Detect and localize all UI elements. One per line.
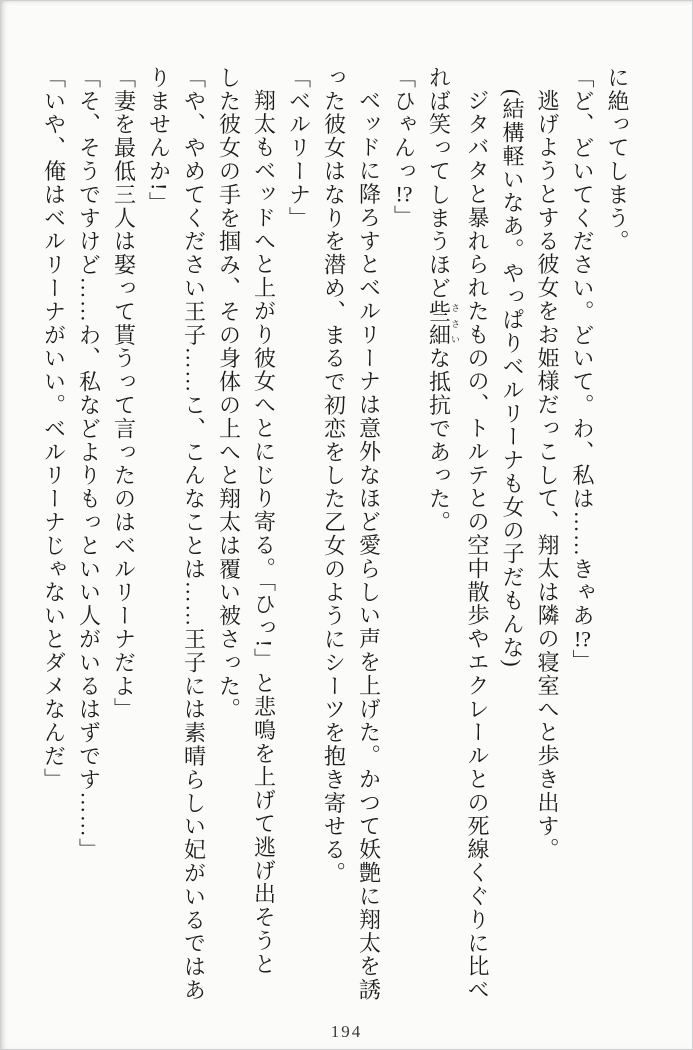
text-line: ジタバタと暴れられたものの、トルテとの空中散歩やエクレールとの死線くぐりに比べ — [465, 89, 490, 1002]
text-line: に絶ってしまう。 — [605, 66, 630, 254]
text-line: 「ど、どいてください。どいて。わ、私は……きゃあ!?」 — [570, 66, 595, 674]
text-line: 「ベルリーナ」 — [286, 66, 312, 230]
text-line: れば笑ってしまうほど些細ささいな抵抗であった。 — [426, 66, 460, 535]
text-line: 「いや、俺はベルリーナがいい。ベルリーナじゃないとダメなんだ」 — [41, 66, 67, 792]
text-line: った彼女はなりを潜め、まるで初恋をした乙女のようにシーツを抱き寄せる。 — [321, 66, 347, 885]
text-line: ベッドに降ろすとベルリーナは意外なほど愛らしい声を上げた。かつて妖艶に翔太を誘 — [356, 89, 382, 1002]
text-line: りませんか!」 — [146, 66, 172, 216]
text-line: 翔太もベッドへと上がり彼女へとにじり寄る。「ひっ!」と悲鳴を上げて逃げ出そうと — [251, 89, 277, 977]
text-line: 「ひゃんっ!?」 — [391, 66, 417, 229]
text-line: 「や、やめてください王子……こ、こんなことは……王子には素晴らしい妃がいるではあ — [181, 66, 207, 1002]
text-line: 「そ、そうですけど……わ、私などよりもっといい人がいるはずです……」 — [76, 66, 102, 862]
text-line: した彼女の手を掴み、その身体の上へと翔太は覆い被さった。 — [216, 66, 242, 722]
text-line: 逃げようとする彼女をお姫様だっこして、翔太は隣の寝室へと歩き出す。 — [535, 89, 560, 862]
text-line: 「妻を最低三人は娶って貰うって言ったのはベルリーナだよ」 — [111, 66, 137, 722]
text-line: (結構軽いなあ。やっぱりベルリーナも女の子だもんな) — [500, 89, 525, 669]
page-text — [39, 66, 635, 1002]
page-number: 194 — [330, 1022, 363, 1041]
